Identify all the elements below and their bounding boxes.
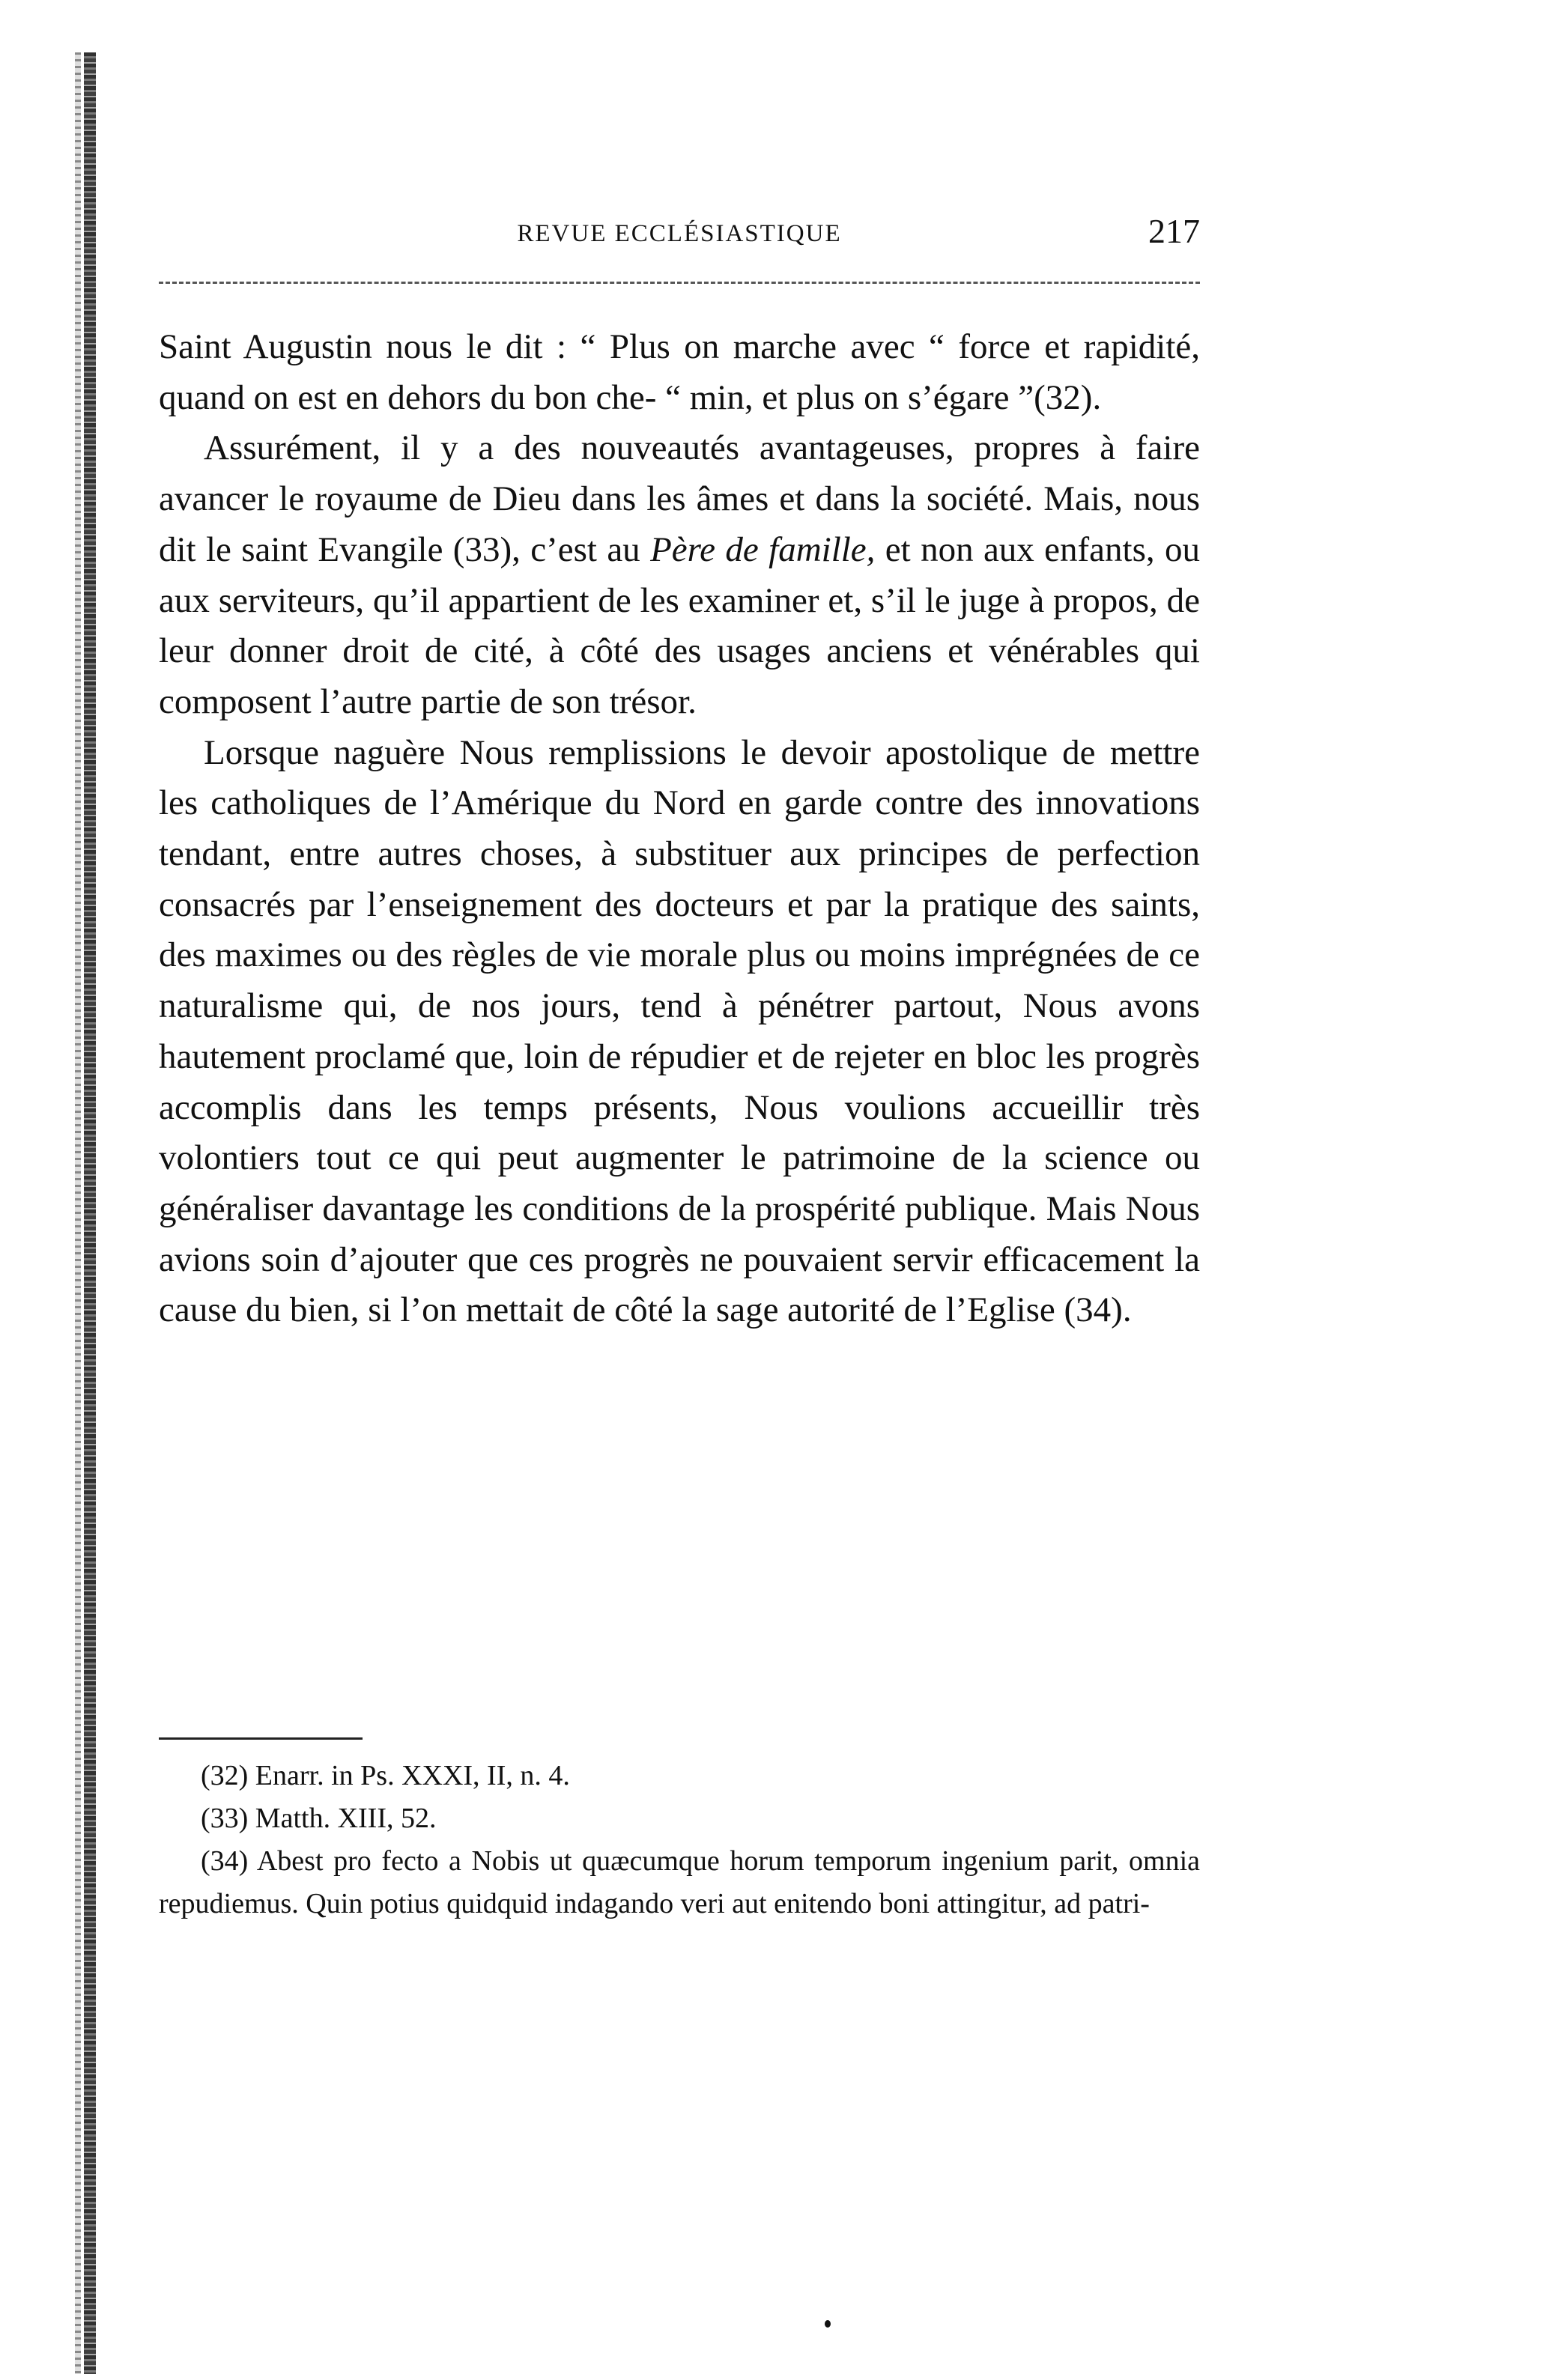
footnote-33: (33) Matth. XIII, 52.	[201, 1803, 437, 1834]
header-rule	[159, 282, 1200, 284]
footnote-32: (32) Enarr. in Ps. XXXI, II, n. 4.	[201, 1760, 570, 1791]
main-text	[159, 322, 1200, 1336]
footnote-rule	[159, 1737, 363, 1740]
paragraph-2-italic: Père de famille,	[650, 529, 876, 569]
paragraph-3: Lorsque naguère Nous remplissions le devoir apostolique de mettre les catholiques de l’Amérique du Nord en garde contre des innovations tendant, entre autres choses, à substituer aux principes de perfection consacrés par l’enseignement des docteurs et par la pratique des saints, des maximes ou des règles de vie morale plus ou moins imprégnées de ce naturalisme qui, de nos jours, tend à pénétrer partout, Nous avons hautement proclamé que, loin de répudier et de rejeter en bloc les progrès accomplis dans les temps présents, Nous voulions accueillir très volontiers tout ce qui peut augmenter le patrimoine de la science ou généraliser davantage les conditions de la prospérité publique. Mais Nous avions soin d’ajouter que ces progrès ne pouvaient servir efficacement la cause du bien, si l’on mettait de côté la sage autorité de l’Eglise (34).	[159, 732, 1200, 1330]
footnotes	[159, 1755, 1200, 1925]
paragraph-2	[159, 423, 1200, 727]
paragraph-1: Saint Augustin nous le dit : “ Plus on marche avec “ force et rapidité, quand on est en dehors du bon che- “ min, et plus on s’égare ”(32).	[159, 327, 1200, 417]
paragraph-2-end: et non aux enfants, ou aux serviteurs, qu’il appartient de les examiner et, s’il le juge à propos, de leur donner droit de cité, à côté des usages anciens et vénérables qui composent l’autre partie de son trésor.	[159, 529, 1201, 721]
footnote-34: (34) Abest pro fecto a Nobis ut quæcumque horum temporum ingenium parit, omnia repudiemus. Quin potius quidquid indagando veri aut enitendo boni attingitur, ad patri-	[159, 1845, 1200, 1919]
running-title: REVUE ECCLÉSIASTIQUE	[517, 220, 842, 247]
paragraph-2-start: Assurément, il y a des nouveautés avantageuses, propres à faire avancer le royaume de Dieu dans les âmes et dans la société. Mais, nous dit le saint Evangile (33), c’est au	[159, 428, 1200, 569]
binding-edge	[84, 52, 96, 2374]
ink-speck	[825, 2320, 831, 2328]
page-number: 217	[1148, 212, 1200, 250]
binding-edge-shadow	[75, 52, 81, 2374]
running-head	[159, 211, 1200, 256]
